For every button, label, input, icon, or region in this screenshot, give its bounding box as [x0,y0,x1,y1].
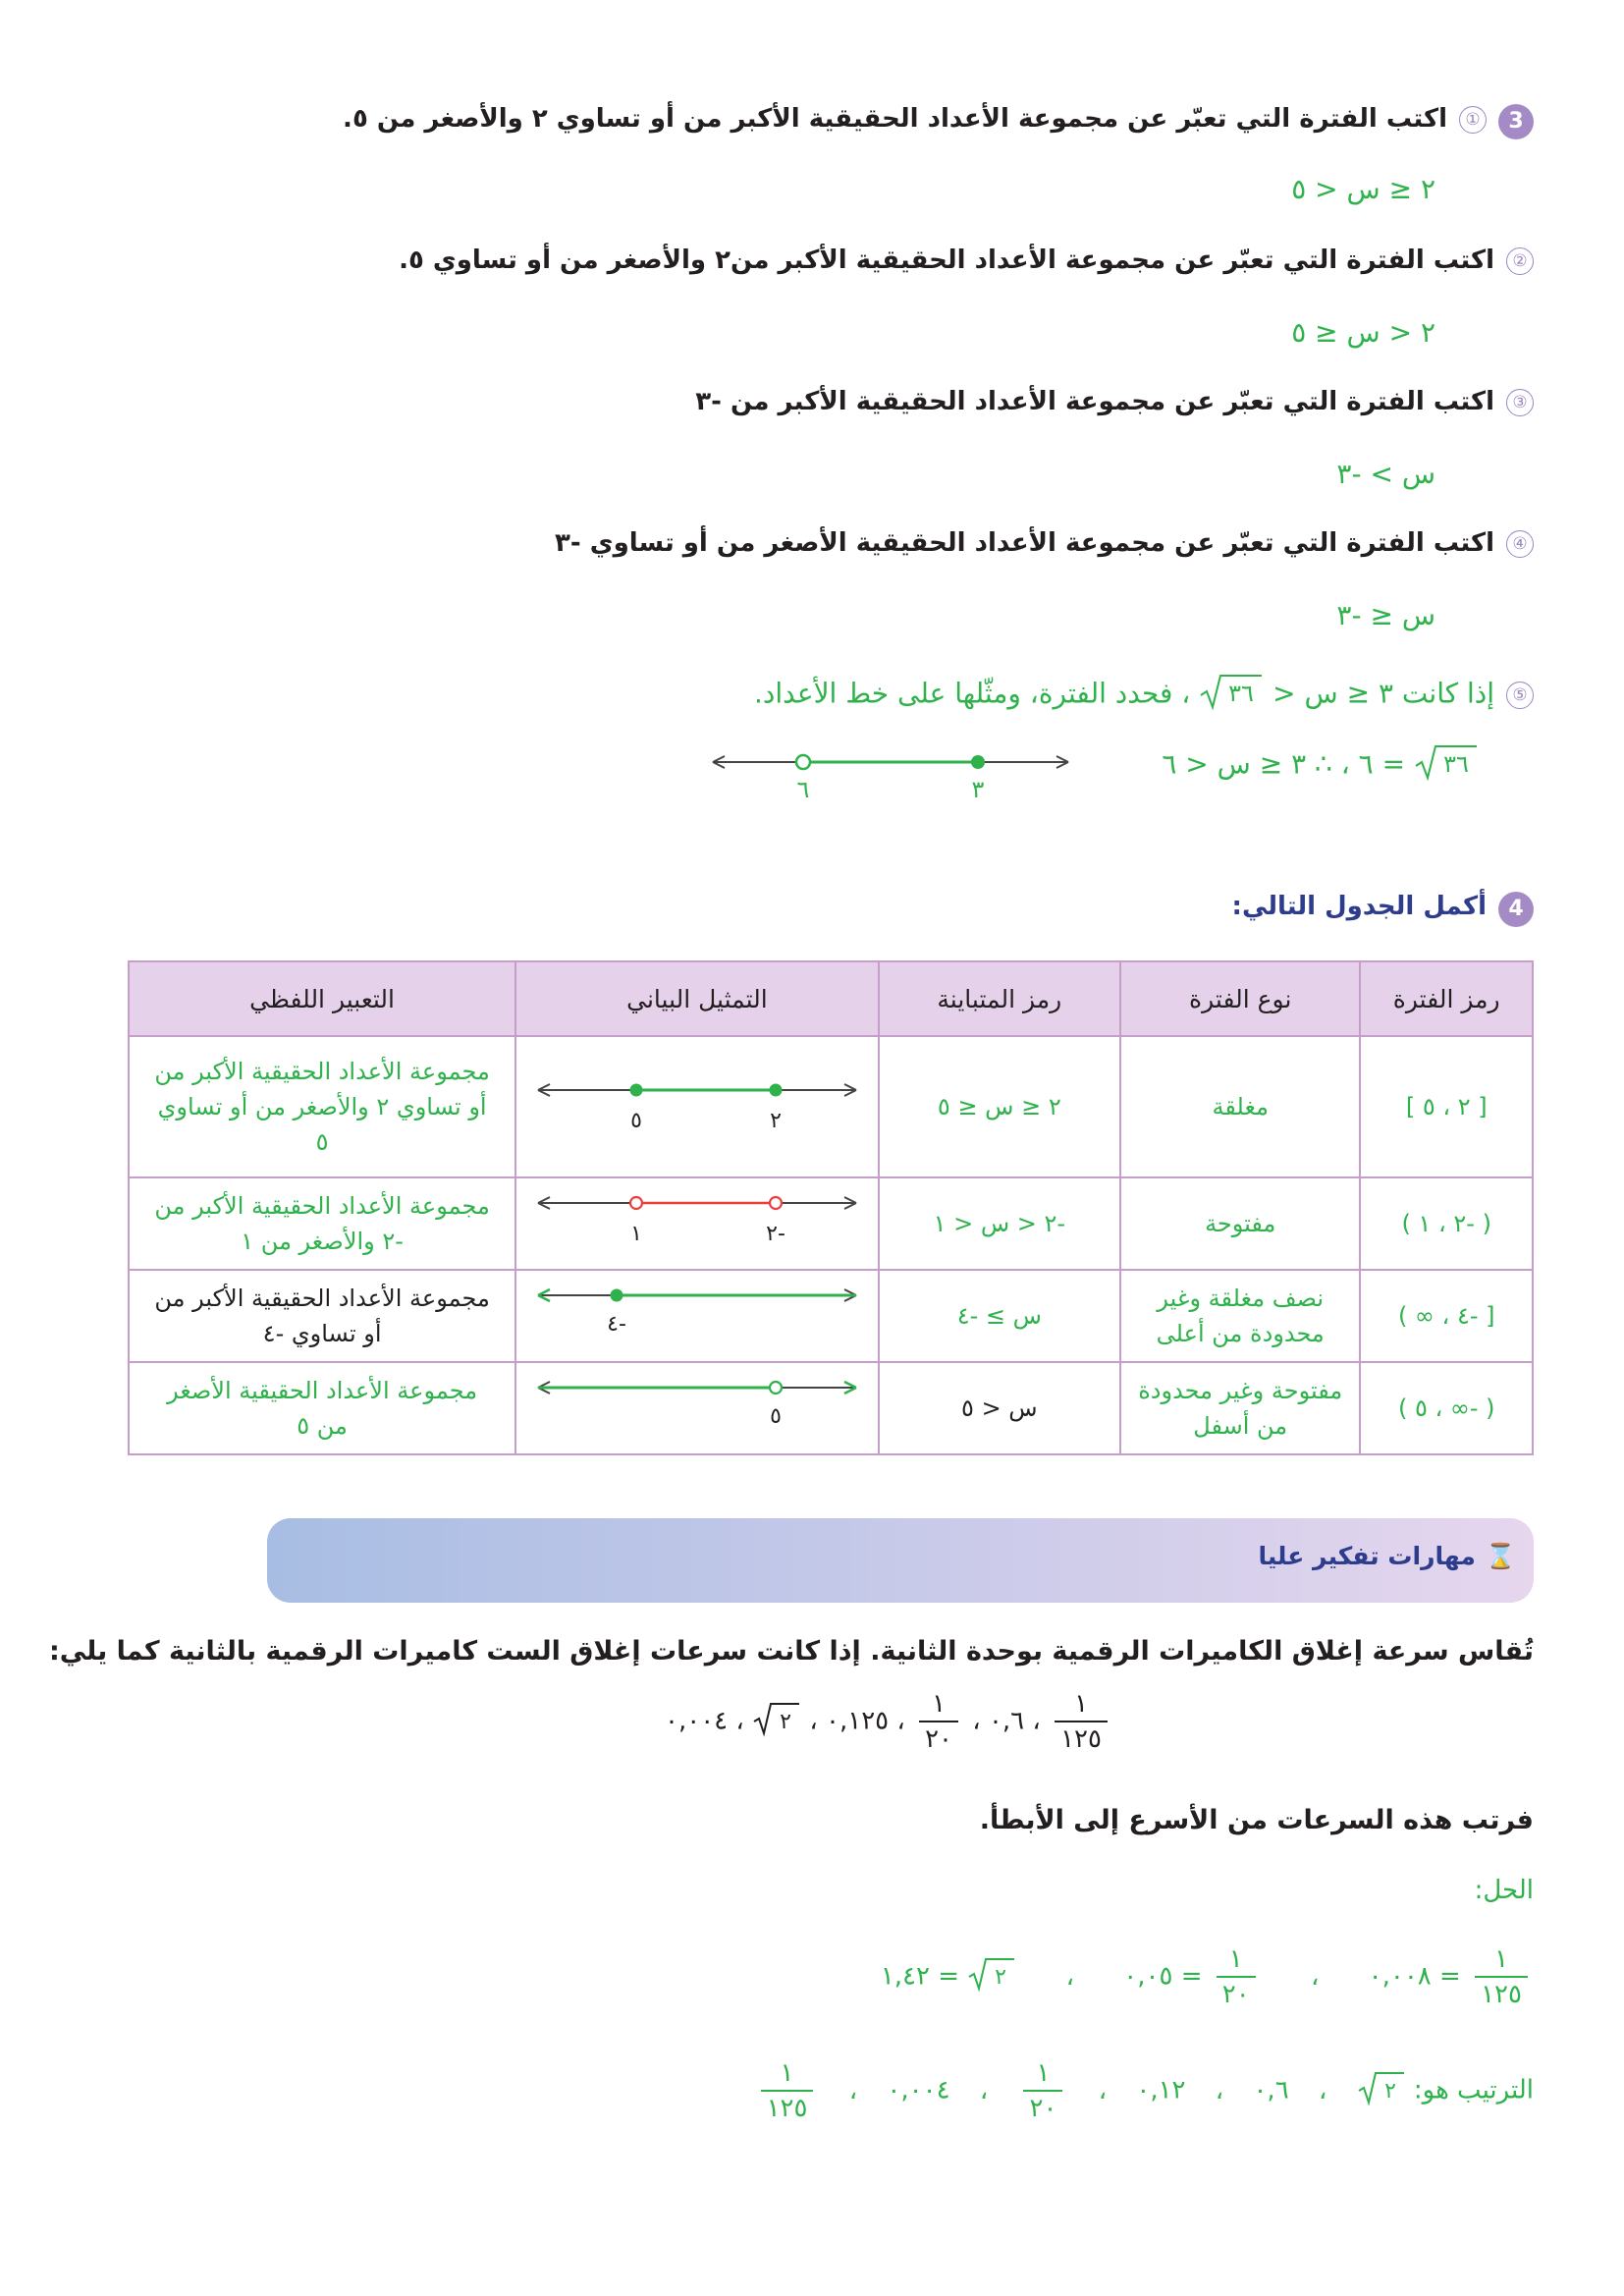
question-3-text: اكتب الفترة التي تعبّر عن مجموعة الأعداد الحقيقية الأكبر من -٣ [695,387,1494,416]
label-6: ٦ [796,776,810,803]
cell-symbol: ( -∞ ، ٥ ) [1360,1362,1533,1454]
table-row [129,1270,1533,1362]
number-line-row3 [530,1272,864,1350]
sqrt-36-answer [1414,742,1479,789]
exercise-3-badge: 3 [1498,104,1534,139]
number-line-row2 [530,1179,864,1258]
cell-verbal: مجموعة الأعداد الحقيقية الأكبر من أو تساوي -٤ [129,1270,515,1362]
number-line-item5 [705,742,1078,807]
sqrt-2 [967,1955,1016,1999]
question-5-part1: إذا كانت ٣ ≤ س < [1272,677,1494,710]
solution-label: الحل: [1474,1876,1534,1905]
header-verbal: التعبير اللفظي [129,961,515,1036]
fraction-1-20: $\frac{١}{٢٠}$ [919,1687,958,1756]
fraction-1-20: $\frac{١}{٢٠}$ [1023,2056,1062,2125]
question-1 [343,104,1487,134]
question-1-text: اكتب الفترة التي تعبّر عن مجموعة الأعداد الحقيقية الأكبر من أو تساوي ٢ والأصغر من ٥. [343,104,1447,134]
cell-inequality: -٢ < س < ١ [879,1177,1120,1270]
label-point: ٥ [769,1404,782,1429]
cell-symbol: [ ٢ ، ٥ ] [1360,1036,1533,1177]
fraction-1-125: $\frac{١}{١٢٥}$ [761,2056,814,2125]
table-row [129,1177,1533,1270]
header-graph: التمثيل البياني [515,961,878,1036]
closed-point-3 [971,755,985,769]
exercise-4-badge: 4 [1498,892,1534,927]
ordering-line: الترتيب هو: ٢ ، ٠,٦ ، ٠,١٢ ، $\frac{١}{٢٠}$ ، ٠,٠٠٤ ، $\frac{١}{١٢٥}$ [755,2056,1534,2125]
question-5-part2: ، فحدد الفترة، ومثّلها على خط الأعداد. [754,677,1191,710]
item-number-5: ⑤ [1506,682,1534,709]
cell-type: نصف مغلقة وغير محدودة من أعلى [1120,1270,1360,1362]
table-row [129,1362,1533,1454]
question-5 [754,672,1534,718]
periodic-decimal: ٠,٦ [988,1706,1025,1736]
label-right: -٢ [766,1222,785,1246]
cell-graph [515,1036,878,1177]
sqrt-radicand: ٣٦ [1443,750,1469,778]
intervals-table [128,960,1534,1455]
question-4 [555,528,1534,558]
number-line-row1 [530,1063,864,1141]
label-3: ٣ [971,776,985,803]
cell-verbal: مجموعة الأعداد الحقيقية الأكبر من -٢ والأصغر من ١ [129,1177,515,1270]
answer-3: س > -٣ [1336,458,1435,490]
question-2 [399,246,1534,275]
answer-4: س ≤ -٣ [1336,599,1435,631]
sqrt-36-question [1199,672,1264,718]
skills-problem: تُقاس سرعة إغلاق الكاميرات الرقمية بوحدة الثانية. إذا كانت سرعات إغلاق الست كاميرات الرقمية بالثانية كما يلي: [48,1636,1534,1667]
decimal-0125: ٠,١٢٥ [826,1706,890,1736]
cell-inequality: س ≥ -٤ [879,1270,1120,1362]
cell-graph [515,1177,878,1270]
question-4-text: اكتب الفترة التي تعبّر عن مجموعة الأعداد الحقيقية الأصغر من أو تساوي -٣ [555,528,1494,558]
cell-type: مفتوحة [1120,1177,1360,1270]
cell-type: مغلقة [1120,1036,1360,1177]
label-left: ١ [629,1222,642,1246]
answer-2: ٢ < س ≤ ٥ [1291,316,1435,349]
speeds-list: $\frac{١}{١٢٥}$ ، ٠,٦ ، $\frac{١}{٢٠}$ ، ٠,١٢٥ ، ٢ ، ٠,٠٠٤ [665,1687,1113,1756]
answer-5-rest: = ٦ ، ∴ ٣ ≤ س < ٦ [1162,747,1406,781]
fraction-1-125: $\frac{١}{١٢٥}$ [1475,1942,1528,2011]
answer-1: ٢ ≤ س < ٥ [1291,173,1435,205]
svg-text:٢: ٢ [1383,2078,1396,2104]
cell-graph [515,1362,878,1454]
header-symbol: رمز الفترة [1360,961,1533,1036]
item-number-4: ④ [1506,530,1534,558]
skills-instruction: فرتب هذه السرعات من الأسرع إلى الأبطأ. [979,1805,1534,1835]
cell-graph [515,1270,878,1362]
header-inequality: رمز المتباينة [879,961,1120,1036]
cell-symbol: [ -٤ ، ∞ ) [1360,1270,1533,1362]
ordering-label: الترتيب هو: [1413,2075,1534,2105]
exercise-4-title: أكمل الجدول التالي: [1231,892,1487,921]
item-number-3: ③ [1506,389,1534,416]
question-3 [695,387,1534,416]
svg-text:٢: ٢ [995,1964,1007,1990]
label-left: ٥ [629,1109,642,1133]
cell-inequality: س < ٥ [879,1362,1120,1454]
cell-type: مفتوحة وغير محدودة من أسفل [1120,1362,1360,1454]
sqrt-radicand: ٣٦ [1228,680,1255,707]
cell-symbol: ( -٢ ، ١ ) [1360,1177,1533,1270]
decimal-0004: ٠,٠٠٤ [665,1706,729,1736]
skills-heading [1258,1542,1516,1571]
label-point: -٤ [607,1312,626,1337]
open-point-6 [796,755,810,769]
hourglass-icon: ⌛ [1485,1542,1516,1570]
label-right: ٢ [769,1109,782,1133]
header-type: نوع الفترة [1120,961,1360,1036]
sqrt-2 [752,1700,801,1744]
item-number-2: ② [1506,247,1534,275]
fraction-1-20: $\frac{١}{٢٠}$ [1217,1942,1256,2011]
cell-verbal: مجموعة الأعداد الحقيقية الأصغر من ٥ [129,1362,515,1454]
number-line-row4 [530,1364,864,1443]
skills-title: مهارات تفكير عليا [1258,1542,1476,1570]
fraction-1-125: $\frac{١}{١٢٥}$ [1055,1687,1108,1756]
svg-text:٢: ٢ [780,1709,791,1734]
sqrt-2 [1357,2069,1406,2113]
cell-verbal: مجموعة الأعداد الحقيقية الأكبر من أو تساوي ٢ والأصغر من أو تساوي ٥ [129,1036,515,1177]
solution-line-1: $\frac{١}{١٢٥}$ = ٠,٠٠٨ ، $\frac{١}{٢٠}$ = ٠,٠٥ ، ٢ = ١,٤٢ [881,1942,1534,2011]
question-2-text: اكتب الفترة التي تعبّر عن مجموعة الأعداد الحقيقية الأكبر من٢ والأصغر من أو تساوي ٥. [399,246,1494,275]
answer-5 [1162,742,1479,789]
cell-inequality: ٢ ≤ س ≤ ٥ [879,1036,1120,1177]
item-number-1: ① [1459,106,1487,134]
table-row [129,1036,1533,1177]
